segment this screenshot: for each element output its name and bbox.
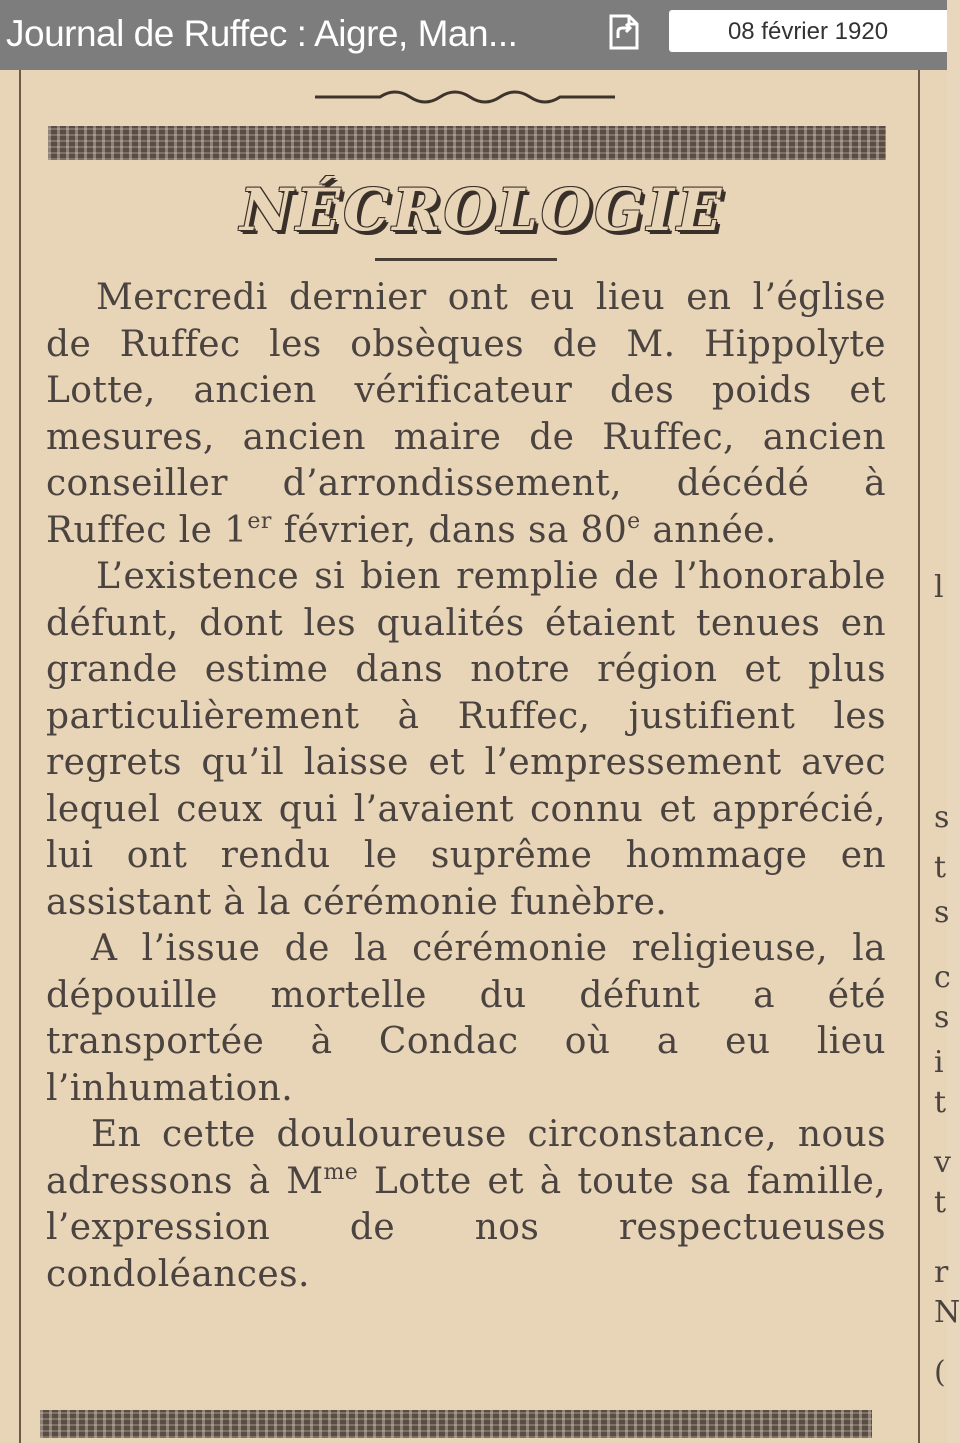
article-paragraph [46,1112,886,1298]
article-paragraph [46,275,886,554]
edge-letter: t [934,850,947,885]
ornamental-divider [310,82,620,112]
edge-letter: l [934,570,944,605]
paragraph-text: année. [640,509,777,551]
edge-letter: s [934,895,950,930]
paragraph-text: En cette douloureuse circonstance, nous adressons à M [46,1114,886,1202]
edge-letter: s [934,800,950,835]
document-title[interactable]: Journal de Ruffec : Aigre, Man... [6,13,518,54]
paragraph-text: février, dans sa 80 [271,509,628,551]
edge-letter: s [934,1000,950,1035]
paragraph-text: Lotte et à toute sa famille, l’expression de nos respectueuses condoléances. [46,1160,887,1295]
superscript: e [627,508,641,534]
edge-letter: N [934,1295,960,1330]
heading-underline [375,258,557,261]
superscript: me [323,1159,359,1185]
column-rule-right [918,70,920,1443]
edge-letter: c [934,960,951,995]
obituary-article [46,275,886,1298]
superscript: er [247,508,272,534]
paragraph-text: Mercredi dernier ont eu lieu en l’église de Ruffec les obsèques de M. Hippolyte Lotte, ancien vérificateur des poids et mesures, ancien maire de Ruffec, ancien conseiller d’arrondissement, décédé à Ruffec le 1 [46,277,886,551]
top-band [48,126,886,160]
edge-letter: r [934,1255,949,1290]
top-bar [0,0,947,70]
issue-date[interactable]: 08 février 1920 [669,10,947,52]
share-icon[interactable] [603,10,643,52]
edge-letter: ( [934,1355,946,1390]
newspaper-page[interactable] [0,70,960,1443]
edge-letter: i [934,1045,944,1080]
edge-letter: t [934,1085,947,1120]
column-rule-left [19,70,21,1443]
paragraph-text: A l’issue de la cérémonie religieuse, la dépouille mortelle du défunt a été transportée à Condac où a eu lieu l’inhumation. [46,928,886,1109]
bottom-band [40,1410,872,1438]
edge-letter: t [934,1185,947,1220]
section-heading: NÉCROLOGIE [240,176,725,244]
article-paragraph [46,554,886,926]
paragraph-text: L’existence si bien remplie de l’honorable défunt, dont les qualités étaient tenues en grande estime dans notre région et plus particulièrement à Ruffec, justifient les regrets qu’il laisse et l’empressement avec lequel ceux qui l’avaient connu et apprécié, lui ont rendu le suprême hommage en assistant à la cérémonie funèbre. [46,556,886,923]
article-paragraph [46,926,886,1112]
edge-letter: v [934,1145,951,1180]
